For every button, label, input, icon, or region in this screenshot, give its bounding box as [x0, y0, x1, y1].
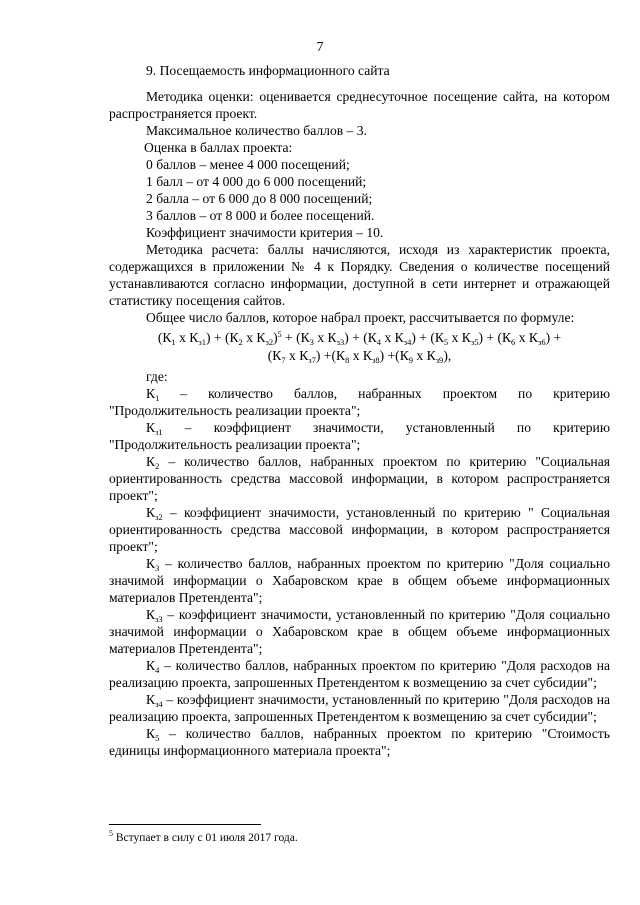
formula-footnote-mark: 5	[277, 330, 282, 339]
footnote-divider	[109, 824, 261, 825]
formula-subscript: 6	[511, 337, 516, 347]
definition-symbol: К	[146, 454, 156, 469]
paragraph-score-title: Оценка в баллах проекта:	[144, 140, 293, 155]
formula-text: х К	[349, 348, 372, 363]
definition-symbol: К	[146, 658, 156, 673]
formula-text: ) +(К	[379, 348, 409, 363]
formula-subscript: 7	[281, 355, 286, 365]
score-item-1: 1 балл – от 4 000 до 6 000 посещений;	[146, 174, 367, 189]
definition-subscript: з1	[155, 427, 163, 437]
footnote-mark: 5	[109, 829, 113, 838]
formula-subscript: 5	[443, 337, 449, 347]
formula-line-1	[109, 329, 610, 347]
formula-text: х К	[515, 330, 538, 345]
definition-subscript: 1	[155, 393, 160, 403]
formula-text: )	[273, 330, 278, 345]
formula-subscript: з4	[403, 337, 412, 347]
formula-subscript: з3	[336, 337, 345, 347]
formula-text: х К	[175, 330, 199, 345]
definition-subscript: з4	[155, 699, 163, 709]
definition-text: – количество баллов, набранных проектом по критерию "Продолжительность реализации проекта";	[109, 386, 610, 418]
paragraph-max-score: Максимальное количество баллов – 3.	[146, 123, 367, 138]
page-number: 7	[316, 39, 324, 54]
definition-text: – коэффициент значимости, установленный по критерию " Социальная ориентированность средства массовой информации, в котором распространяется проект";	[109, 505, 610, 554]
definition-symbol: К	[146, 692, 156, 707]
formula-subscript: з7	[308, 355, 316, 365]
definition-item	[109, 606, 610, 657]
formula-text: х К	[313, 330, 337, 345]
definition-text: – количество баллов, набранных проектом по критерию "Социальная ориентированность средства массовой информации, в котором распространяется проект";	[109, 454, 610, 503]
formula-subscript: 8	[345, 355, 350, 365]
formula-text: ) + (К	[411, 330, 444, 345]
formula-subscript: з2	[265, 337, 274, 347]
formula	[109, 329, 610, 365]
formula-text: (К	[267, 348, 282, 363]
paragraph-method-eval: Методика оценки: оценивается среднесуточное посещение сайта, на котором распространяется проект.	[109, 89, 610, 121]
formula-subscript: 4	[376, 337, 382, 347]
definition-symbol: К	[146, 420, 156, 435]
definition-subscript: 2	[155, 461, 160, 471]
formula-line-2	[109, 347, 610, 365]
definition-symbol: К	[146, 726, 156, 741]
formula-text: ) +(К	[315, 348, 346, 363]
formula-subscript: з5	[470, 337, 479, 347]
definition-item	[109, 555, 610, 606]
paragraph-method-calc: Методика расчета: баллы начисляются, исходя из характеристик проекта, содержащихся в приложении № 4 к Порядку. Сведения о количестве посещений устанавливаются согласно информации, доступной в сети интернет и отражающей статистику посещения сайтов.	[109, 242, 610, 308]
where-label: где:	[146, 369, 168, 384]
formula-text: ),	[443, 348, 452, 363]
definitions-list	[109, 385, 610, 759]
formula-text: х К	[413, 348, 436, 363]
formula-subscript: 3	[309, 337, 314, 347]
definition-symbol: К	[146, 386, 156, 401]
formula-subscript: з9	[435, 355, 444, 365]
paragraph-total: Общее число баллов, которое набрал проект, рассчитывается по формуле:	[146, 310, 575, 325]
definition-item	[109, 385, 610, 419]
formula-text: х К	[242, 330, 266, 345]
definition-subscript: з3	[155, 614, 163, 624]
definition-text: – количество баллов, набранных проектом по критерию "Стоимость единицы информационного материала проекта";	[109, 726, 610, 758]
definition-item	[109, 453, 610, 504]
definition-text: – коэффициент значимости, установленный по критерию "Доля расходов на реализацию проекта, запрошенных Претендентом к возмещению за счет субсидии";	[109, 692, 610, 724]
footnote-text: Вступает в силу с 01 июля 2017 года.	[113, 832, 298, 844]
definition-item	[109, 691, 610, 725]
document-body	[109, 62, 610, 759]
score-item-3: 3 баллов – от 8 000 и более посещений.	[146, 208, 375, 223]
definition-item	[109, 419, 610, 453]
definition-text: – количество баллов, набранных проектом по критерию "Доля расходов на реализацию проекта, запрошенных Претендентом к возмещению за счет субсидии";	[109, 658, 610, 690]
formula-text: х К	[381, 330, 404, 345]
formula-subscript: 1	[171, 337, 176, 347]
definition-subscript: з2	[155, 512, 163, 522]
formula-text: ) +	[545, 330, 562, 345]
formula-text: + (К	[281, 330, 310, 345]
formula-text: ) + (К	[205, 330, 239, 345]
definition-item	[109, 657, 610, 691]
score-item-2: 2 балла – от 6 000 до 8 000 посещений;	[146, 191, 373, 206]
definition-symbol: К	[146, 505, 156, 520]
formula-subscript: 2	[238, 337, 243, 347]
formula-subscript: з8	[371, 355, 380, 365]
formula-subscript: 9	[408, 355, 414, 365]
definition-item	[109, 725, 610, 759]
formula-subscript: з1	[198, 337, 206, 347]
definition-text: – количество баллов, набранных проектом по критерию "Доля социально значимой информации о Хабаровском крае в общем объеме информационных материалов Претендента";	[109, 556, 610, 605]
formula-subscript: з6	[537, 337, 546, 347]
paragraph-coefficient: Коэффициент значимости критерия – 10.	[146, 225, 384, 240]
score-item-0: 0 баллов – менее 4 000 посещений;	[146, 157, 350, 172]
section-heading: 9. Посещаемость информационного сайта	[146, 63, 390, 78]
definition-subscript: 3	[155, 563, 160, 573]
definition-subscript: 5	[155, 733, 160, 743]
formula-text: ) + (К	[478, 330, 512, 345]
formula-text: (К	[157, 330, 172, 345]
definition-symbol: К	[146, 607, 156, 622]
formula-text: х К	[285, 348, 309, 363]
definition-item	[109, 504, 610, 555]
definition-subscript: 4	[155, 665, 160, 675]
footnote	[109, 831, 298, 845]
definition-symbol: К	[146, 556, 156, 571]
definition-text: – коэффициент значимости, установленный по критерию "Доля социально значимой информации о Хабаровском крае в общем объеме информационных материалов Претендента";	[109, 607, 610, 656]
formula-text: х К	[448, 330, 471, 345]
definition-text: – коэффициент значимости, установленный по критерию "Продолжительность реализации проекта";	[109, 420, 610, 452]
formula-text: ) + (К	[344, 330, 377, 345]
